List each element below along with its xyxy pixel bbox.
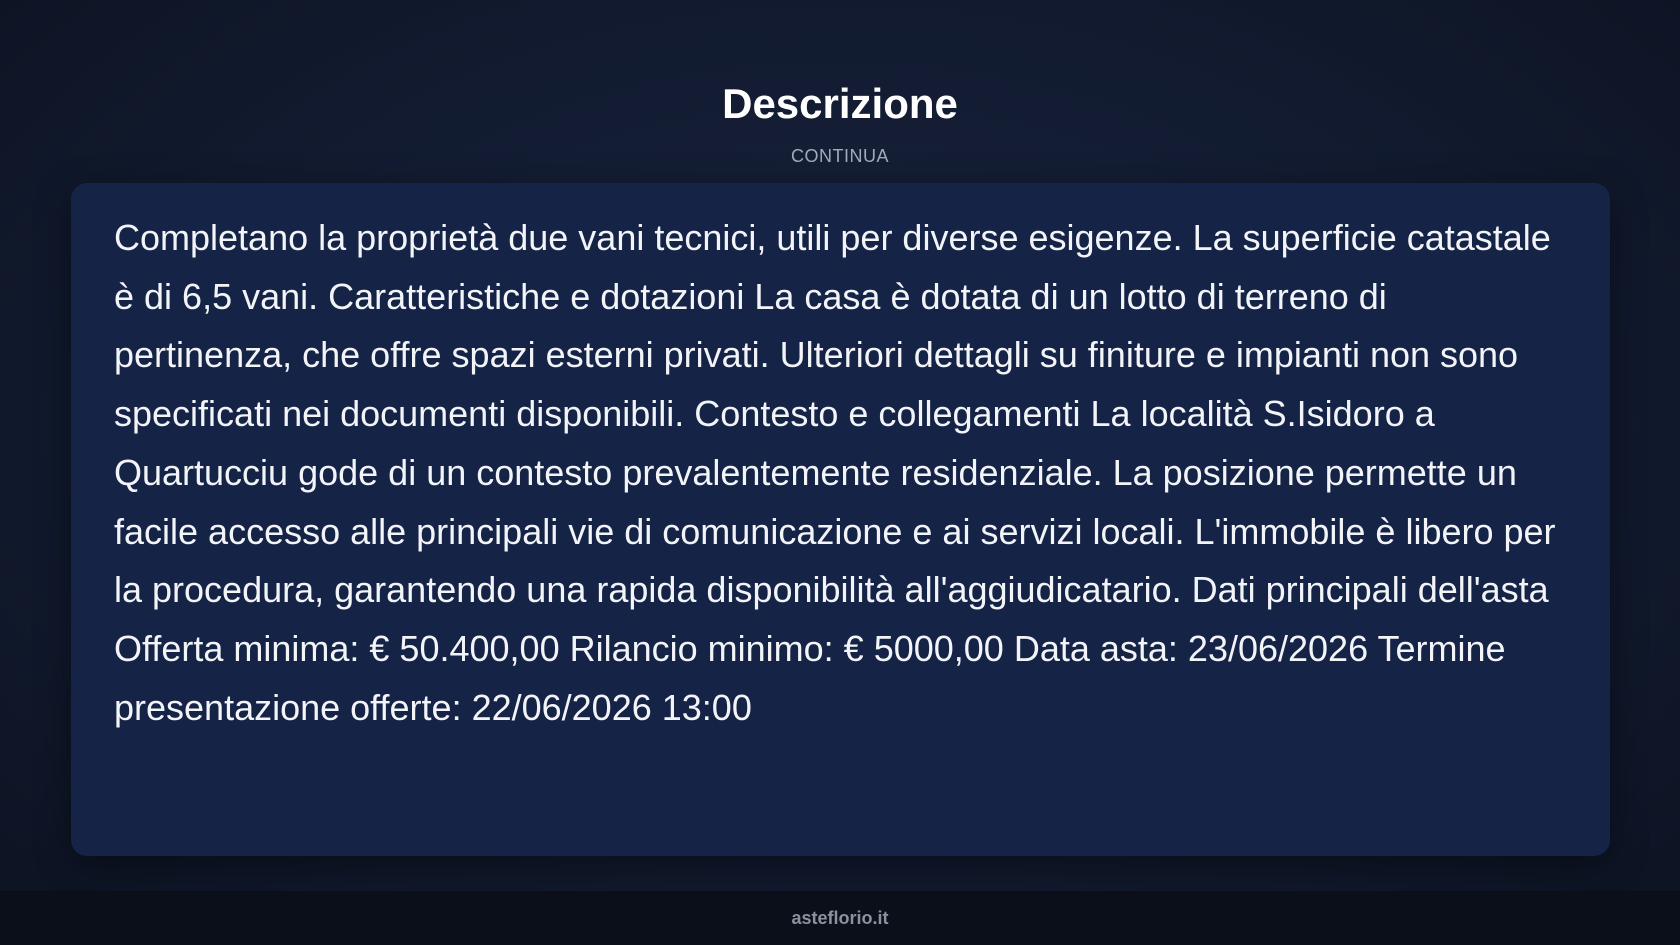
description-text: Completano la proprietà due vani tecnici, utili per diverse esigenze. La superficie catastale è di 6,5 vani. Caratteristiche e dotazioni La casa è dotata di un lotto di terreno di pertinenza, che offre spazi esterni privati. Ulteriori dettagli su finiture e impianti non sono specificati nei documenti disponibili. Contesto e collegamenti La località S.Isidoro a Quartucciu gode di un contesto prevalentemente residenziale. La posizione permette un facile accesso alle principali vie di comunicazione e ai servizi locali. L'immobile è libero per la procedura, garantendo una rapida disponibilità all'aggiudicatario. Dati principali dell'asta Offerta minima: € 50.400,00 Rilancio minimo: € 5000,00 Data asta: 23/06/2026 Termine presentazione offerte: 22/06/2026 13:00: [114, 217, 1556, 728]
page-title: Descrizione: [722, 80, 958, 127]
page-header: [0, 78, 1680, 167]
footer-site-name: asteflorio.it: [791, 908, 889, 928]
description-card: [71, 183, 1610, 856]
continue-label: CONTINUA: [791, 146, 889, 166]
footer-bar: [0, 891, 1680, 945]
